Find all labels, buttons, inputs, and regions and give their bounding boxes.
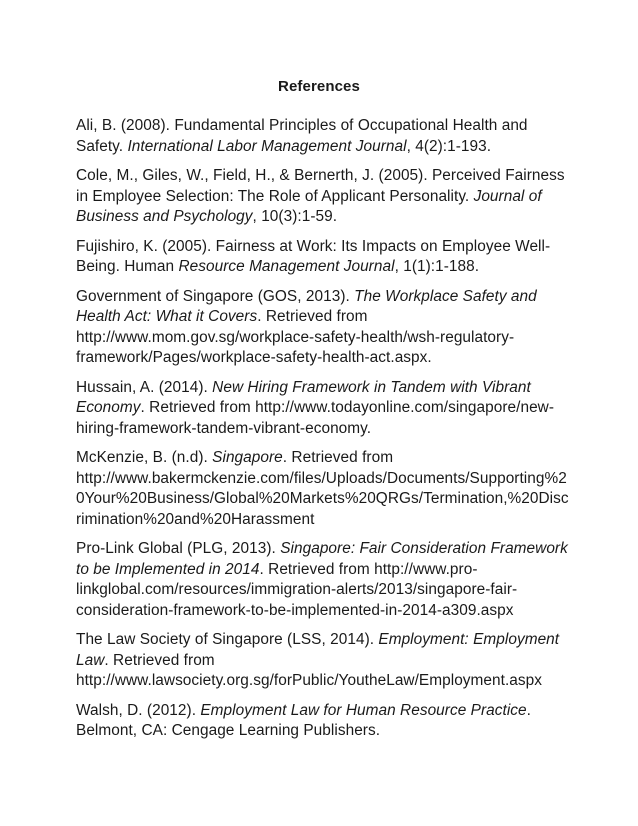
reference-entry — [76, 116, 570, 157]
reference-text: . Retrieved from http://www.mom.gov.sg/workplace-safety-health/wsh-regulatory-framework/Pages/workplace-safety-health-act.aspx. — [76, 308, 515, 366]
reference-text: . Retrieved from http://www.todayonline.com/singapore/new-hiring-framework-tandem-vibrant-economy. — [76, 399, 555, 437]
reference-entry — [76, 166, 570, 228]
reference-text: The Law Society of Singapore (LSS, 2014). — [76, 631, 379, 648]
reference-source-title: Employment: Employment Law — [76, 631, 560, 669]
reference-entry — [76, 237, 570, 278]
reference-text: , 1(1):1-188. — [394, 258, 480, 275]
reference-text: Government of Singapore (GOS, 2013). — [76, 287, 355, 305]
reference-source-title: Resource Management Journal — [178, 258, 395, 275]
reference-source-title: Journal of Business and Psychology — [76, 187, 542, 225]
reference-entry — [76, 630, 570, 692]
reference-text: Cole, M., Giles, W., Field, H., & Bernerth, J. (2005). Perceived Fairness in Employee Selection: The Role of Applicant Personality. — [76, 167, 565, 205]
reference-text: , 4(2):1-193. — [406, 137, 492, 155]
reference-entry — [76, 701, 570, 742]
reference-text: . Belmont, CA: Cengage Learning Publishers. — [76, 701, 531, 739]
reference-text: Hussain, A. (2014). — [76, 378, 213, 396]
reference-text: Ali, B. (2008). Fundamental Principles of Occupational Health and Safety. — [76, 117, 528, 155]
reference-text: . Retrieved from http://www.lawsociety.org.sg/forPublic/YoutheLaw/Employment.aspx — [76, 651, 542, 689]
reference-entry — [76, 448, 570, 530]
reference-text: McKenzie, B. (n.d). — [76, 449, 213, 466]
reference-source-title: Singapore: Fair Consideration Framework to be Implemented in 2014 — [76, 540, 568, 578]
reference-text: Walsh, D. (2012). — [76, 701, 201, 719]
reference-entry — [76, 287, 570, 369]
reference-source-title: New Hiring Framework in Tandem with Vibrant Economy — [76, 378, 531, 416]
reference-text: , 10(3):1-59. — [252, 208, 338, 225]
reference-entry — [76, 378, 570, 440]
reference-source-title: Singapore — [212, 449, 283, 466]
reference-source-title: The Workplace Safety and Health Act: What it Covers — [76, 287, 537, 325]
page-title: References — [278, 78, 360, 95]
reference-text: . Retrieved from http://www.bakermckenzie.com/files/Uploads/Documents/Supporting%20Your%20Business/Global%20Markets%20QRGs/Termination,%20Discrimination%20and%20Harassment — [76, 449, 569, 528]
reference-text: . Retrieved from http://www.pro-linkglobal.com/resources/immigration-alerts/2013/singapore-fair-consideration-framework-to-be-implemented-in-2014-a309.aspx — [76, 560, 518, 619]
reference-source-title: Employment Law for Human Resource Practice — [200, 701, 527, 719]
reference-source-title: International Labor Management Journal — [127, 137, 407, 155]
reference-text: Pro-Link Global (PLG, 2013). — [76, 540, 281, 557]
reference-list — [76, 116, 570, 751]
reference-text: Fujishiro, K. (2005). Fairness at Work: Its Impacts on Employee Well-Being. Human — [76, 237, 551, 275]
reference-entry — [76, 539, 570, 621]
